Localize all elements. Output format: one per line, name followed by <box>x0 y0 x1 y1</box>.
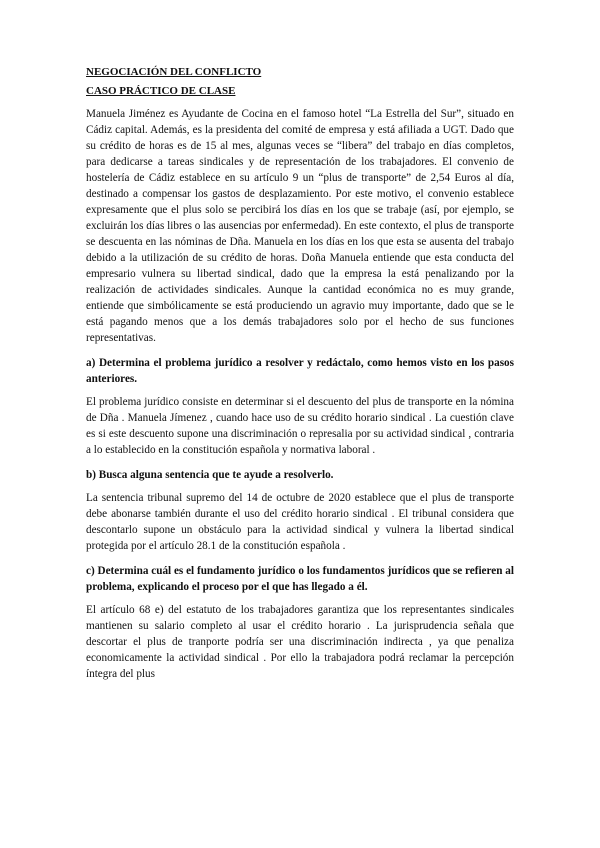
answer-a: El problema jurídico consiste en determinar si el descuento del plus de transporte en la nómina de Dña . Manuela Jímenez , cuando hace uso de su crédito horario sindical . La cuestión clave es si este descuento supone una discriminación o represalia por su actividad sindical , contraria a lo establecido en la constitución española y normativa laboral . <box>86 396 514 456</box>
question-b: b) Busca alguna sentencia que te ayude a resolverlo. <box>86 469 334 481</box>
question-c: c) Determina cuál es el fundamento jurídico o los fundamentos jurídicos que se refieren al problema, explicando el proceso por el que has llegado a él. <box>86 565 514 593</box>
answer-c: El artículo 68 e) del estatuto de los trabajadores garantiza que los representantes sindicales mantienen su salario completo al usar el crédito horario . La jurisprudencia señala que descortar el plus de tranporte podría ser una discriminación indirecta , ya que penaliza economicamente la actividad sindical . Por ello la trabajadora podrá reclamar la percepción íntegra del plus <box>86 604 514 680</box>
document-title: NEGOCIACIÓN DEL CONFLICTO <box>86 66 262 78</box>
question-a: a) Determina el problema jurídico a resolver y redáctalo, como hemos visto en los pasos anteriores. <box>86 357 514 385</box>
answer-b: La sentencia tribunal supremo del 14 de octubre de 2020 establece que el plus de transporte debe abonarse también durante el uso del crédito horario sindical . El tribunal considera que descontarlo supone un obstáculo para la actividad sindical y vulnera la libertad sindical protegida por el artículo 28.1 de la constitución española . <box>86 492 514 552</box>
document-subtitle: CASO PRÁCTICO DE CLASE <box>86 85 236 97</box>
case-description: Manuela Jiménez es Ayudante de Cocina en el famoso hotel “La Estrella del Sur”, situado en Cádiz capital. Además, es la presidenta del comité de empresa y está afiliada a UGT. Dado que su crédito de horas es de 15 al mes, algunas veces se “libera” del trabajo en días completos, para dedicarse a tareas sindicales y de representación de los trabajadores. El convenio de hostelería de Cádiz establece en su artículo 9 un “plus de transporte” de 2,54 Euros al día, destinado a compensar los gastos de desplazamiento. Por este motivo, el convenio establece expresamente que el plus solo se percibirá los días en los que se trabaje (así, por ejemplo, se excluirán los días libres o las ausencias por enfermedad). En este contexto, el plus de transporte se descuenta en las nóminas de Dña. Manuela en los días en los que esta se ausenta del trabajo debido a la utilización de su crédito de horas. Doña Manuela entiende que esta conducta del empresario vulnera su libertad sindical, dado que la empresa la está penalizando por la realización de actividades sindicales. Aunque la cantidad económica no es muy grande, entiende que simbólicamente se está produciendo un agravio muy importante, dado que se le está pagando menos que a los demás trabajadores solo por el hecho de sus funciones representativas. <box>86 108 514 344</box>
